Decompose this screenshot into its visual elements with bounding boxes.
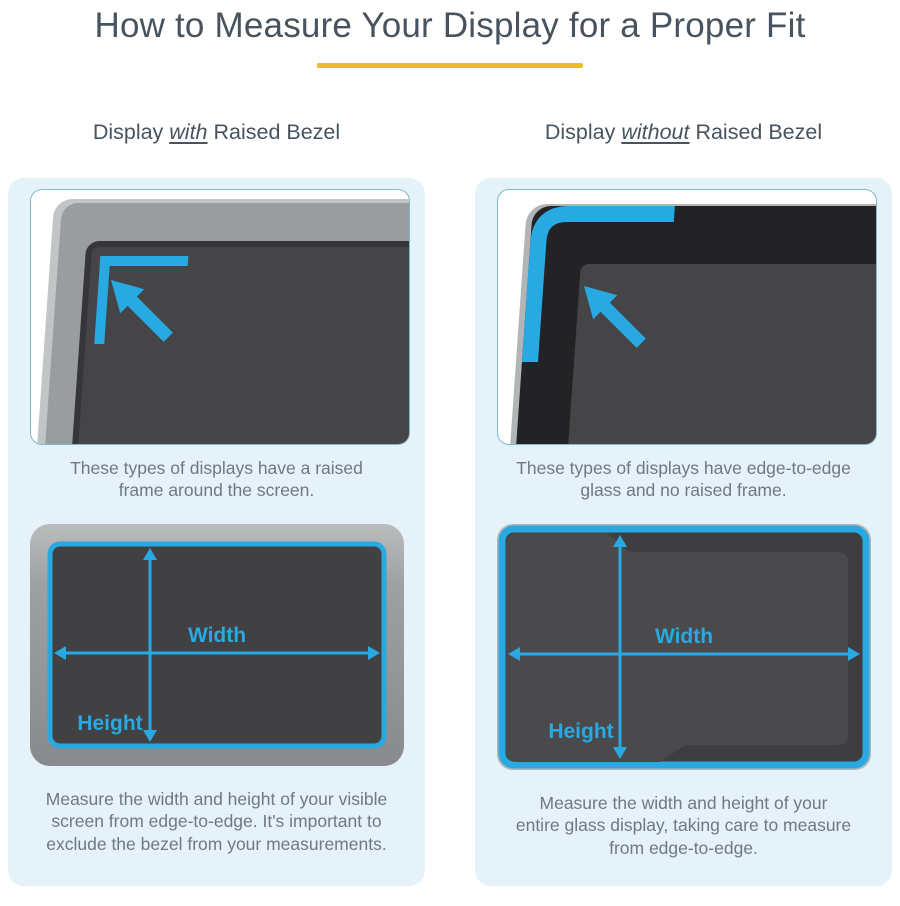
column-headings-row (0, 120, 900, 145)
heading-display-with-raised-bezel (8, 120, 425, 145)
height-label: Height (76, 711, 143, 735)
height-label: Height (547, 719, 614, 743)
heading-suffix: Raised Bezel (689, 120, 823, 144)
heading-prefix: Display (544, 120, 622, 144)
heading-emphasis: with (169, 120, 208, 144)
width-label: Width (654, 624, 713, 648)
tilted-monitor (501, 204, 877, 444)
raised-bezel-bottom-caption (8, 788, 425, 855)
caption-line: These types of displays have edge-to-edge (516, 458, 851, 478)
panels-row (0, 178, 900, 886)
caption-line: frame around the screen. (118, 480, 315, 501)
edge-to-edge-measure-illustration (497, 524, 871, 772)
tilted-monitor (31, 199, 410, 444)
caption-line: exclude the bezel from your measurements. (46, 833, 387, 854)
edge-to-edge-top-caption (475, 457, 892, 502)
heading-prefix: Display (92, 120, 170, 144)
raised-bezel-corner-illustration (30, 189, 410, 445)
caption-line: Measure the width and height of your (539, 792, 828, 813)
edge-to-edge-panel (475, 178, 892, 886)
caption-line: entire glass display, taking care to measure (515, 815, 852, 836)
edge-to-edge-corner-svg (498, 190, 877, 444)
monitor-screen (68, 244, 410, 444)
edge-to-edge-corner-illustration (497, 189, 877, 445)
width-label: Width (187, 623, 246, 647)
corner-bracket-top (100, 256, 189, 266)
raised-bezel-top-caption (8, 457, 425, 502)
raised-bezel-corner-svg (31, 190, 410, 444)
raised-bezel-measure-illustration (30, 524, 404, 768)
title-underline (317, 63, 583, 68)
heading-suffix: Raised Bezel (207, 120, 341, 144)
caption-line: screen from edge-to-edge. It's important to (51, 811, 382, 832)
caption-line: These types of displays have a raised (70, 458, 363, 478)
monitor-screen (559, 264, 877, 444)
caption-line: glass and no raised frame. (580, 480, 787, 501)
raised-bezel-panel (8, 178, 425, 886)
page-title: How to Measure Your Display for a Proper Fit (94, 6, 806, 45)
caption-line: from edge-to-edge. (609, 837, 758, 858)
heading-emphasis: without (621, 120, 690, 144)
caption-line: Measure the width and height of your visible (45, 788, 388, 809)
edge-to-edge-bottom-caption (475, 792, 892, 859)
heading-display-without-raised-bezel (475, 120, 892, 145)
measure-display-infographic (0, 6, 900, 906)
